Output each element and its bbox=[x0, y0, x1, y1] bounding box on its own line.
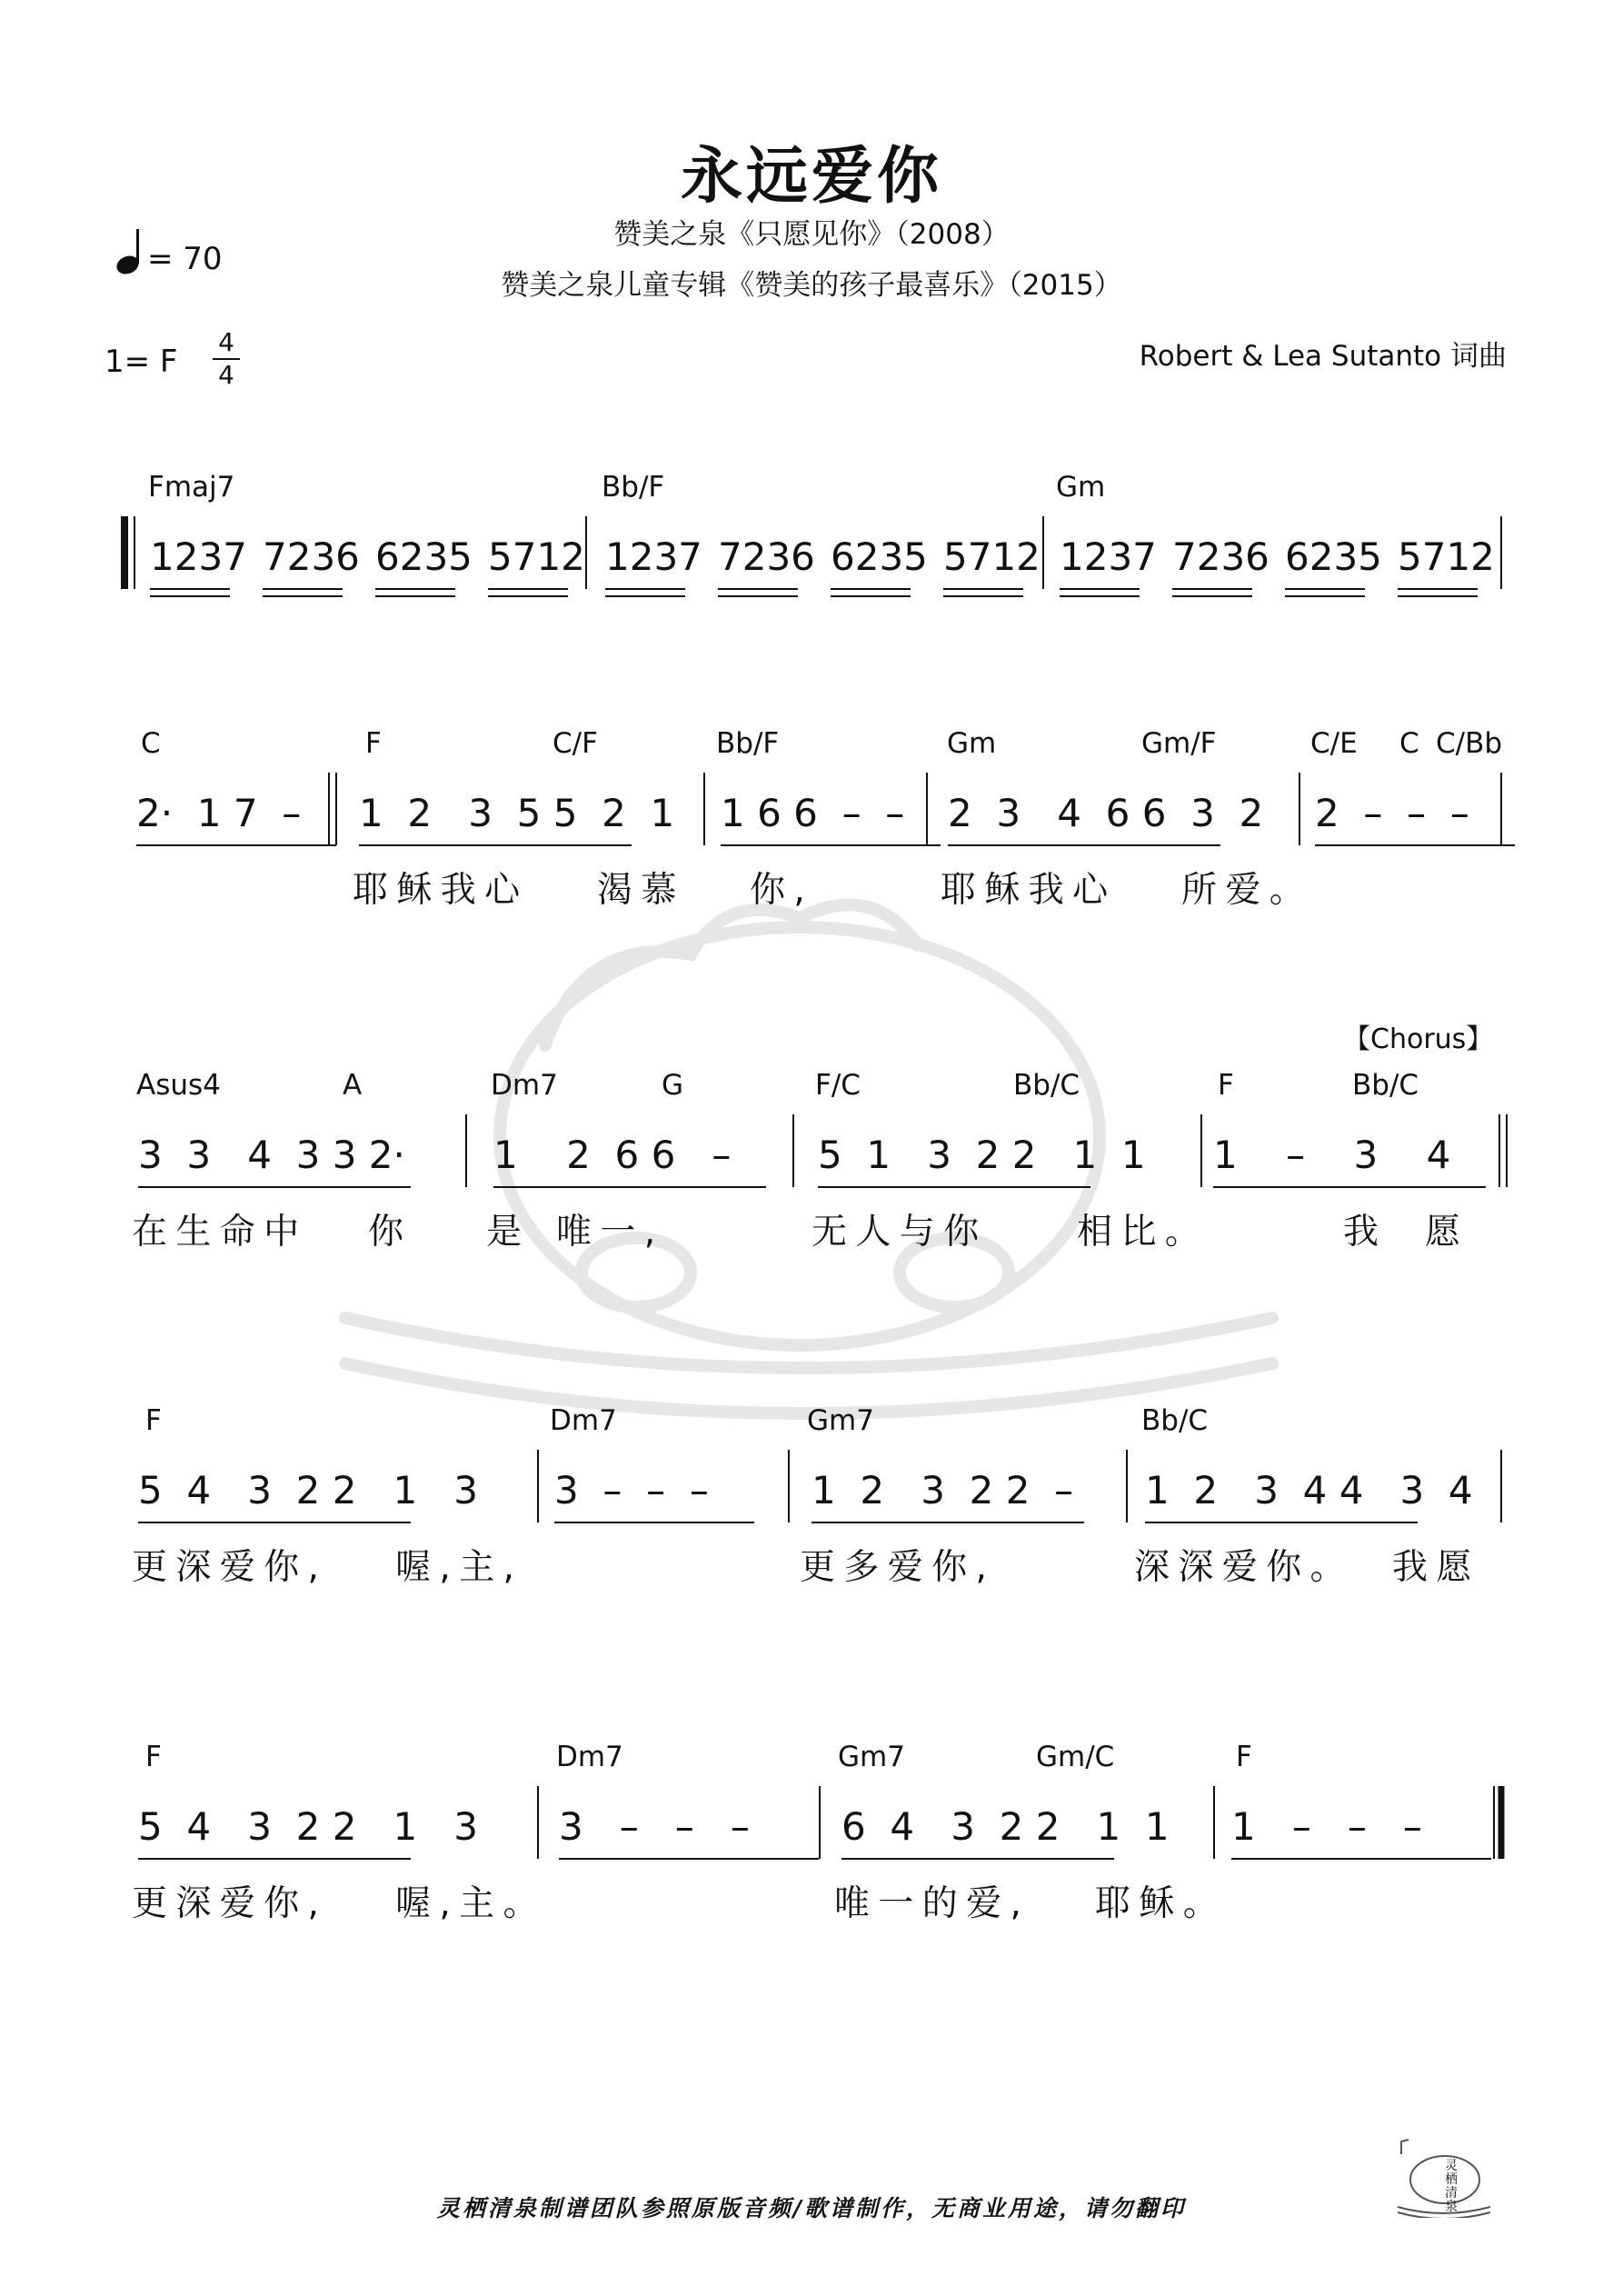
note-group: 5 4 3 2 2 1 3 bbox=[138, 1468, 478, 1512]
lyric-text: 我 bbox=[1343, 1212, 1388, 1253]
lyric-text: 所爱。 bbox=[1181, 870, 1314, 911]
tempo-value: = 70 bbox=[147, 241, 223, 277]
lyric-text: 耶稣我心 bbox=[353, 870, 529, 911]
note-group: 3 – – – bbox=[554, 1468, 709, 1512]
chord-symbol: F bbox=[1218, 1069, 1234, 1102]
lyric-text: 深深爱你。 bbox=[1134, 1547, 1354, 1588]
lyric-text: 渴慕 bbox=[597, 870, 685, 911]
note-group: 1 2 6 6 – bbox=[493, 1133, 732, 1177]
chord-symbol: C bbox=[141, 727, 161, 760]
note-group: 1 6 6 – – bbox=[721, 791, 905, 835]
chord-symbol: Gm/C bbox=[1036, 1741, 1115, 1773]
note-group: 6 4 3 2 2 1 1 bbox=[841, 1804, 1170, 1849]
song-title: 永远爱你 bbox=[680, 141, 942, 213]
chord-symbol: F bbox=[1236, 1741, 1252, 1773]
lyric-text: 喔,主, bbox=[395, 1547, 523, 1588]
chord-symbol: F bbox=[365, 727, 382, 760]
note-group: 7236 bbox=[263, 534, 360, 579]
footer-disclaimer: 灵栖清泉制谱团队参照原版音频/歌谱制作，无商业用途，请勿翻印 bbox=[436, 2195, 1187, 2221]
lyric-text: 更深爱你, bbox=[132, 1547, 328, 1588]
lyric-text: 愿 bbox=[1425, 1212, 1469, 1253]
chord-symbol: A bbox=[343, 1069, 363, 1102]
logo-text: 灵栖清泉 bbox=[1445, 2159, 1458, 2214]
chord-symbol: Gm bbox=[1056, 471, 1106, 504]
chord-symbol: C/E bbox=[1310, 727, 1358, 760]
note-group: 6235 bbox=[1285, 534, 1382, 579]
note-group: 5712 bbox=[1398, 534, 1495, 579]
chord-symbol: Asus4 bbox=[136, 1069, 221, 1102]
chord-symbol: C bbox=[1399, 727, 1419, 760]
chord-symbol: Bb/C bbox=[1013, 1069, 1080, 1102]
key-signature: 1= F bbox=[105, 344, 178, 380]
note-group: 1 2 3 5 5 2 1 bbox=[359, 791, 675, 835]
note-group: 1 2 3 4 4 3 4 bbox=[1145, 1468, 1473, 1512]
note-group: 1 – – – bbox=[1231, 1804, 1422, 1849]
lyric-text: 是 bbox=[486, 1212, 531, 1253]
chord-symbol: Gm7 bbox=[807, 1404, 874, 1437]
note-group: 1237 bbox=[605, 534, 702, 579]
lyric-text: 唯一, bbox=[556, 1212, 664, 1253]
lyric-text: 唯一的爱, bbox=[834, 1883, 1031, 1924]
chord-symbol: Gm bbox=[947, 727, 997, 760]
chord-symbol: Fmaj7 bbox=[148, 471, 235, 504]
lyric-text: 我愿 bbox=[1392, 1547, 1480, 1588]
note-group: 1 – 3 4 bbox=[1213, 1133, 1451, 1177]
note-group: 3 – – – bbox=[559, 1804, 750, 1849]
lyric-text: 无人与你 bbox=[812, 1212, 988, 1253]
note-group: 3 3 4 3 3 2· bbox=[138, 1133, 405, 1177]
chord-symbol: F bbox=[145, 1741, 162, 1773]
chord-symbol: Bb/C bbox=[1141, 1404, 1209, 1437]
note-group: 2 – – – bbox=[1315, 791, 1469, 835]
chord-symbol: C/F bbox=[553, 727, 598, 760]
chord-symbol: Dm7 bbox=[491, 1069, 558, 1102]
composer-credit: Robert & Lea Sutanto 词曲 bbox=[1139, 340, 1507, 373]
note-group: 2· 1 7 – bbox=[136, 791, 302, 835]
note-group: 7236 bbox=[718, 534, 815, 579]
lyric-text: 更多爱你, bbox=[800, 1547, 996, 1588]
chord-symbol: Gm/F bbox=[1141, 727, 1217, 760]
lyric-text: 相比。 bbox=[1077, 1212, 1210, 1253]
logo-sheep-icon bbox=[1389, 2136, 1498, 2218]
lyric-text: 喔,主。 bbox=[395, 1883, 547, 1924]
lyric-text: 耶稣。 bbox=[1095, 1883, 1228, 1924]
lyric-text: 耶稣我心 bbox=[941, 870, 1117, 911]
section-label-chorus: 【Chorus】 bbox=[1343, 1023, 1494, 1055]
lyric-text: 你, bbox=[750, 870, 814, 911]
time-signature-bottom: 4 bbox=[218, 360, 234, 390]
chord-symbol: Dm7 bbox=[556, 1741, 623, 1773]
note-group: 6235 bbox=[375, 534, 473, 579]
lyric-text: 在生命中 bbox=[132, 1212, 308, 1253]
chord-symbol: Dm7 bbox=[550, 1404, 617, 1437]
chord-symbol: G bbox=[662, 1069, 684, 1102]
chord-symbol: F/C bbox=[815, 1069, 861, 1102]
album-info-1: 赞美之泉《只愿见你》（2008） bbox=[613, 218, 1010, 251]
note-group: 5 4 3 2 2 1 3 bbox=[138, 1804, 478, 1849]
note-group: 6235 bbox=[831, 534, 928, 579]
note-group: 1 2 3 2 2 – bbox=[812, 1468, 1074, 1512]
chord-symbol: Gm7 bbox=[838, 1741, 905, 1773]
note-group: 5712 bbox=[488, 534, 585, 579]
note-group: 5 1 3 2 2 1 1 bbox=[818, 1133, 1146, 1177]
time-signature-top: 4 bbox=[218, 327, 234, 357]
note-group: 5712 bbox=[943, 534, 1041, 579]
chord-symbol: Bb/F bbox=[602, 471, 665, 504]
chord-symbol: F bbox=[145, 1404, 162, 1437]
chord-symbol: Bb/C bbox=[1352, 1069, 1419, 1102]
chord-symbol: Bb/F bbox=[716, 727, 780, 760]
album-info-2: 赞美之泉儿童专辑《赞美的孩子最喜乐》（2015） bbox=[501, 269, 1122, 302]
lyric-text: 你 bbox=[368, 1212, 413, 1253]
note-group: 1237 bbox=[150, 534, 247, 579]
note-group: 7236 bbox=[1172, 534, 1270, 579]
chord-symbol: C/Bb bbox=[1436, 727, 1503, 760]
lyric-text: 更深爱你, bbox=[132, 1883, 328, 1924]
note-group: 2 3 4 6 6 3 2 bbox=[948, 791, 1264, 835]
note-group: 1237 bbox=[1060, 534, 1157, 579]
